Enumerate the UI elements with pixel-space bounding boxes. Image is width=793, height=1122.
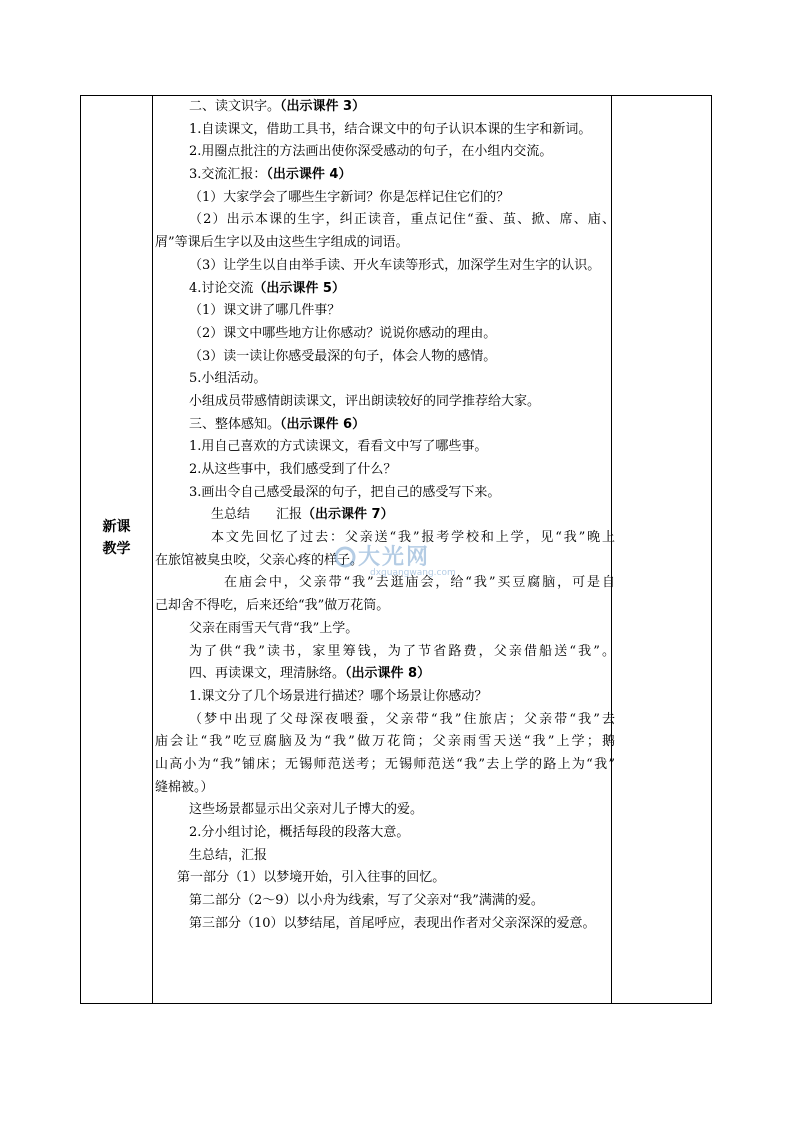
line-text: 这些场景都显示出父亲对儿子博大的爱。: [189, 802, 424, 818]
line-text: 1.课文分了几个场景进行描述？哪个场景让你感动？: [189, 688, 488, 704]
watermark-url: dxguangwang.com: [370, 568, 456, 578]
line-text: 第三部分（10）以梦结尾，首尾呼应，表现出作者对父亲深深的爱意。: [189, 915, 596, 931]
line-text: （2）课文中哪些地方让你感动？说说你感动的理由。: [189, 325, 497, 341]
text-line: [155, 867, 615, 890]
courseware-note: （出示课件 3）: [280, 99, 366, 114]
text-line: [155, 731, 615, 754]
line-text: 四、再读课文，理清脉络。: [189, 666, 346, 682]
courseware-note: （出示课件 8）: [345, 666, 431, 682]
line-text: 2.从这些事中，我们感受到了什么？: [189, 462, 397, 478]
text-line: [155, 187, 615, 210]
text-line: [155, 368, 615, 391]
line-text: 屑”等课后生字以及由这些生字组成的词语。: [155, 235, 409, 251]
line-text: 1.用自己喜欢的方式读课文，看看文中写了哪些事。: [189, 439, 488, 455]
text-line: [155, 595, 615, 618]
text-line: [155, 686, 615, 709]
line-text: 己却舍不得吃，后来还给“我”做万花筒。: [155, 598, 390, 614]
line-text: 山高小为“我”铺床；无锡师范送考；无锡师范送“我”去上学的路上为“我”: [155, 757, 615, 773]
line-text: 三、整体感知。: [189, 416, 281, 432]
text-line: [155, 96, 615, 119]
line-text: 3.交流汇报：: [189, 167, 267, 183]
courseware-note: （出示课件 4）: [266, 167, 352, 183]
line-text: （梦中出现了父母深夜喂蚕，父亲带“我”住旅店；父亲带“我”去: [189, 711, 615, 727]
text-line: [155, 232, 615, 255]
line-text: 2.分小组讨论，概括每段的段落大意。: [189, 825, 410, 841]
text-line: [155, 845, 615, 868]
text-line: [155, 709, 615, 732]
line-text: 3.画出令自己感受最深的句子，把自己的感受写下来。: [189, 484, 501, 500]
section-label: [81, 516, 152, 560]
text-line: [155, 663, 615, 686]
text-line: [155, 300, 615, 323]
text-line: [155, 255, 615, 278]
watermark-sun-icon: [330, 542, 360, 572]
line-text: 小组成员带感情朗读课文，评出朗读较好的同学推荐给大家。: [189, 393, 541, 409]
section-label-line: 教学: [102, 541, 131, 557]
watermark-logo: [330, 540, 460, 590]
line-text: 在旅馆被臭虫咬，父亲心疼的样子。: [155, 552, 364, 568]
line-text: （2）出示本课的生字，纠正读音，重点记住“蚕、茧、掀、席、庙、: [189, 212, 615, 228]
text-line: [155, 459, 615, 482]
text-line: [155, 119, 615, 142]
text-line: [155, 209, 615, 232]
line-text: 在庙会中，父亲带“我”去逛庙会，给“我”买豆腐脑，可是自: [224, 575, 615, 591]
lesson-content: [155, 96, 615, 936]
line-text: 生总结，汇报: [189, 847, 268, 863]
line-text: （3）读一读让你感受最深的句子，体会人物的感情。: [189, 348, 497, 364]
section-label-line: 新课: [102, 519, 131, 535]
line-text: 第一部分（1）以梦境开始，引入往事的回忆。: [177, 870, 446, 886]
courseware-note: （出示课件 7）: [302, 507, 394, 523]
text-line: [155, 890, 615, 913]
line-text: （1）课文讲了哪几件事？: [189, 303, 341, 319]
text-line: [155, 822, 615, 845]
column-divider: [152, 96, 153, 1003]
line-text: （1）大家学会了哪些生字新词？你是怎样记住它们的？: [189, 189, 510, 205]
text-line: [155, 414, 615, 437]
line-text: 生总结 汇报: [211, 507, 303, 523]
text-line: [155, 504, 615, 527]
line-text: 缝棉被。）: [155, 779, 214, 795]
courseware-note: （出示课件 6）: [280, 416, 366, 432]
text-line: [155, 323, 615, 346]
text-line: [155, 618, 615, 641]
text-line: [155, 141, 615, 164]
line-text: 5.小组活动。: [189, 371, 267, 387]
line-text: 庙会让“我”吃豆腐脑及为“我”做万花筒；父亲雨雪天送“我”上学；鹅: [155, 734, 615, 750]
text-line: [155, 754, 615, 777]
text-line: [155, 799, 615, 822]
line-text: 2.用圈点批注的方法画出使你深受感动的句子，在小组内交流。: [189, 144, 553, 160]
text-line: [155, 346, 615, 369]
line-text: 4.讨论交流: [189, 280, 254, 296]
text-line: [155, 641, 615, 664]
text-line: [155, 391, 615, 414]
text-line: [155, 164, 615, 187]
line-text: 第二部分（2～9）以小舟为线索，写了父亲对“我”满满的爱。: [189, 893, 544, 909]
watermark-text: 大光网: [358, 545, 431, 570]
line-text: 父亲在雨雪天气背“我”上学。: [189, 620, 359, 636]
line-text: （3）让学生以自由举手读、开火车读等形式，加深学生对生字的认识。: [189, 257, 601, 273]
text-line: [155, 482, 615, 505]
text-line: [155, 913, 615, 936]
line-text: 1.自读课文，借助工具书，结合课文中的句子认识本课的生字和新词。: [189, 121, 592, 137]
courseware-note: （出示课件 5）: [253, 280, 345, 296]
line-text: 二、读文识字。: [189, 99, 281, 114]
text-line: [155, 777, 615, 800]
text-line: [155, 278, 615, 301]
line-text: 本文先回忆了过去：父亲送“我”报考学校和上学，见“我”晚上: [211, 530, 615, 546]
text-line: [155, 436, 615, 459]
line-text: 为了供“我”读书，家里筹钱，为了节省路费，父亲借船送“我”。: [189, 643, 615, 659]
